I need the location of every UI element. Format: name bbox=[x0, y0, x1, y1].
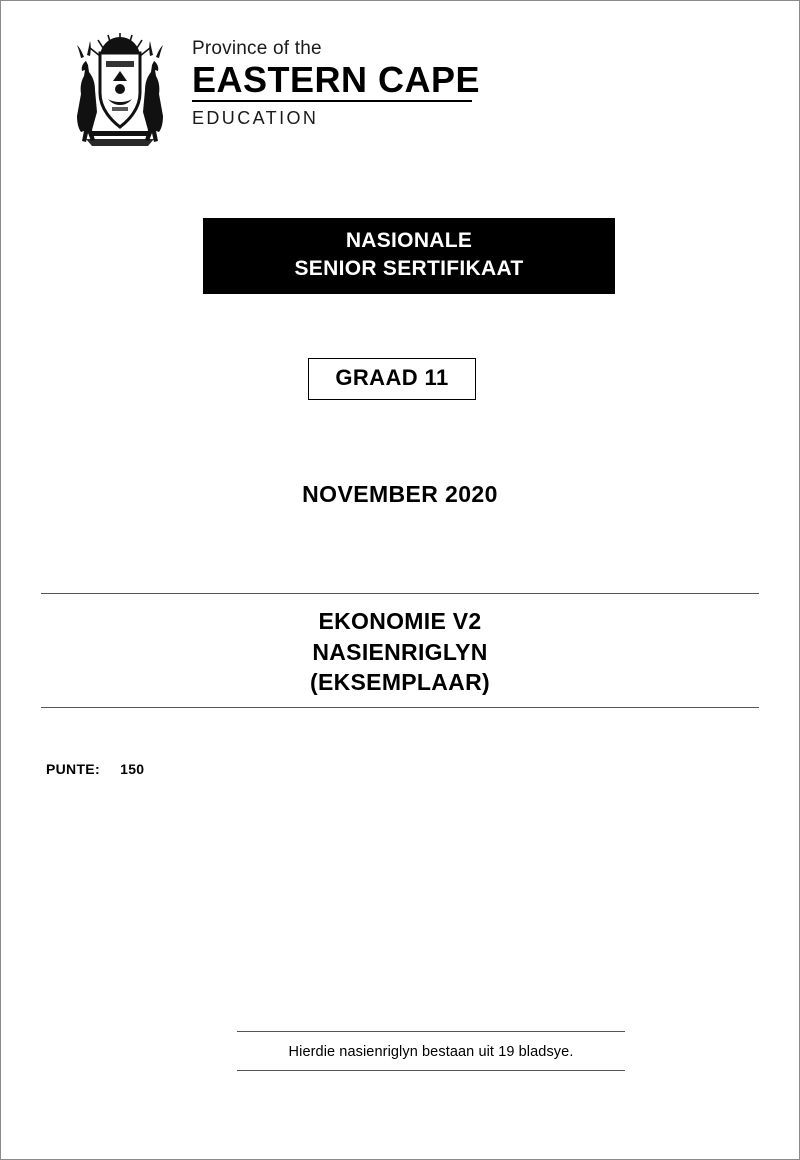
provincial-wordmark bbox=[192, 27, 480, 129]
subject-line-2: NASIENRIGLYN bbox=[312, 638, 488, 665]
wordmark-underline bbox=[192, 100, 472, 102]
banner-line-2: SENIOR SERTIFIKAAT bbox=[294, 256, 524, 280]
subject-line-1: EKONOMIE V2 bbox=[318, 608, 482, 634]
eastern-cape-coat-of-arms-icon bbox=[56, 27, 184, 155]
footer-note bbox=[237, 1031, 625, 1071]
marks-row bbox=[46, 761, 144, 777]
footer-note-text: Hierdie nasienriglyn bestaan uit 19 bladsye. bbox=[288, 1044, 574, 1060]
grade-box bbox=[308, 358, 476, 400]
subject-line-3: (EKSEMPLAAR) bbox=[310, 669, 490, 696]
exam-date: NOVEMBER 2020 bbox=[302, 481, 498, 507]
marks-value: 150 bbox=[120, 761, 145, 777]
marks-label: PUNTE: bbox=[46, 761, 100, 777]
grade-label: GRAAD 11 bbox=[335, 365, 449, 390]
footer-rule-bottom bbox=[237, 1070, 625, 1071]
department-label: EDUCATION bbox=[192, 107, 319, 128]
banner-line-1: NASIONALE bbox=[345, 229, 473, 252]
document-header bbox=[56, 27, 480, 155]
province-line: Province of the bbox=[192, 38, 322, 59]
subject-rule-bottom bbox=[41, 707, 759, 708]
province-name: EASTERN CAPE bbox=[192, 58, 481, 100]
subject-title bbox=[41, 594, 759, 707]
subject-block bbox=[41, 593, 759, 708]
certificate-banner bbox=[203, 218, 615, 294]
